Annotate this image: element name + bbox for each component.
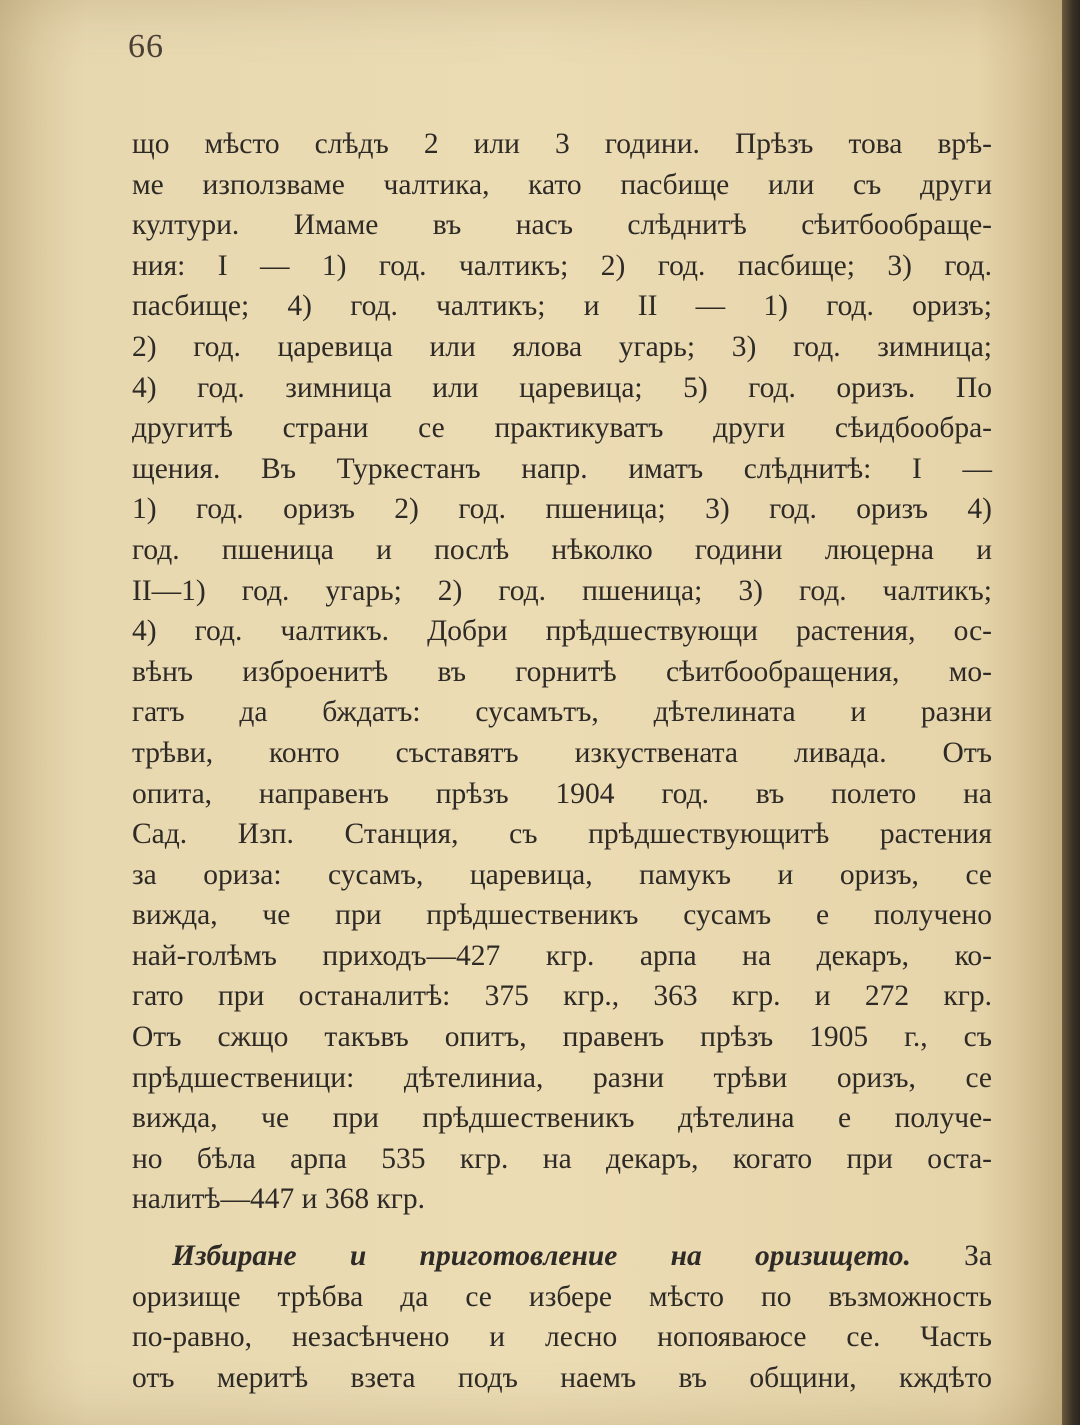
text-line: ния: I — 1) год. чалтикъ; 2) год. пасбище; 3) год. bbox=[132, 249, 992, 282]
text-line: но бѣла арпа 535 кгр. на декаръ, когато при оста- bbox=[132, 1142, 992, 1175]
text-line: гатъ да бждатъ: сусамътъ, дѣтелината и разни bbox=[132, 696, 992, 729]
text-line: II—1) год. угарь; 2) год. пшеница; 3) год. чалтикъ; bbox=[132, 574, 992, 607]
text-line: налитѣ—447 и 368 кгр. bbox=[132, 1183, 426, 1216]
text-line: щения. Въ Туркестанъ напр. иматъ слѣднитѣ: I — bbox=[132, 452, 992, 485]
text-line: гато при останалитѣ: 375 кгр., 363 кгр. и 272 кгр. bbox=[132, 980, 992, 1013]
text-line: 4) год. зимница или царевица; 5) год. оризъ. По bbox=[132, 371, 992, 404]
text-line: вижда, че при прѣдшественикъ дѣтелина е получе- bbox=[132, 1102, 992, 1135]
text-line: 4) год. чалтикъ. Добри прѣдшествующи растения, ос- bbox=[132, 615, 992, 648]
paragraph-1 bbox=[132, 124, 992, 1220]
heading-line-rest: За bbox=[910, 1240, 993, 1273]
text-line: за ориза: сусамъ, царевица, памукъ и оризъ, се bbox=[132, 858, 992, 891]
text-line: Сад. Изп. Станция, съ прѣдшествующитѣ растения bbox=[132, 818, 992, 851]
text-line: отъ меритѣ взета подъ наемъ въ общини, кждѣто bbox=[132, 1361, 992, 1394]
text-line: що мѣсто слѣдъ 2 или 3 години. Прѣзъ това врѣ- bbox=[132, 128, 992, 160]
text-line: трѣви, конто съставятъ изкуствената ливада. Отъ bbox=[132, 736, 992, 769]
text-line: вѣнъ изброенитѣ въ горнитѣ сѣитбообращения, мо- bbox=[132, 655, 992, 688]
text-line: пасбище; 4) год. чалтикъ; и II — 1) год. оризъ; bbox=[132, 290, 992, 323]
body-text bbox=[132, 124, 992, 1398]
text-line: ме използваме чалтика, като пасбище или съ други bbox=[132, 168, 992, 201]
text-line: най-голѣмъ приходъ—427 кгр. арпа на декаръ, ко- bbox=[132, 939, 992, 972]
book-spine bbox=[1062, 0, 1080, 1425]
text-line: вижда, че при прѣдшественикъ сусамъ е получено bbox=[132, 899, 992, 932]
text-line: 1) год. оризъ 2) год. пшеница; 3) год. оризъ 4) bbox=[132, 493, 992, 526]
text-line: другитѣ страни се практикуватъ други сѣидбообра- bbox=[132, 412, 992, 445]
text-line bbox=[132, 1236, 992, 1277]
text-line: култури. Имаме въ насъ слѣднитѣ сѣитбообраще- bbox=[132, 209, 992, 242]
text-line: опита, направенъ прѣзъ 1904 год. въ полето на bbox=[132, 777, 992, 810]
text-line: прѣдшественици: дѣтелиниа, разни трѣви оризъ, се bbox=[132, 1061, 992, 1094]
paragraph-gap bbox=[132, 1220, 992, 1236]
text-line: по-равно, незасѣнчено и лесно нопояваюсе се. Часть bbox=[132, 1321, 992, 1354]
paragraph-2 bbox=[132, 1236, 992, 1398]
page-number: 66 bbox=[128, 28, 164, 65]
text-line: оризище трѣбва да се избере мѣсто по възможность bbox=[132, 1280, 992, 1313]
text-line: 2) год. царевица или ялова угарь; 3) год. зимница; bbox=[132, 330, 992, 363]
text-line: год. пшеница и послѣ нѣколко години люцерна и bbox=[132, 533, 992, 566]
section-heading: Избиране и приготовление на оризището. bbox=[172, 1240, 911, 1273]
text-line: Отъ сжщо такъвъ опитъ, правенъ прѣзъ 1905 г., съ bbox=[132, 1021, 992, 1054]
